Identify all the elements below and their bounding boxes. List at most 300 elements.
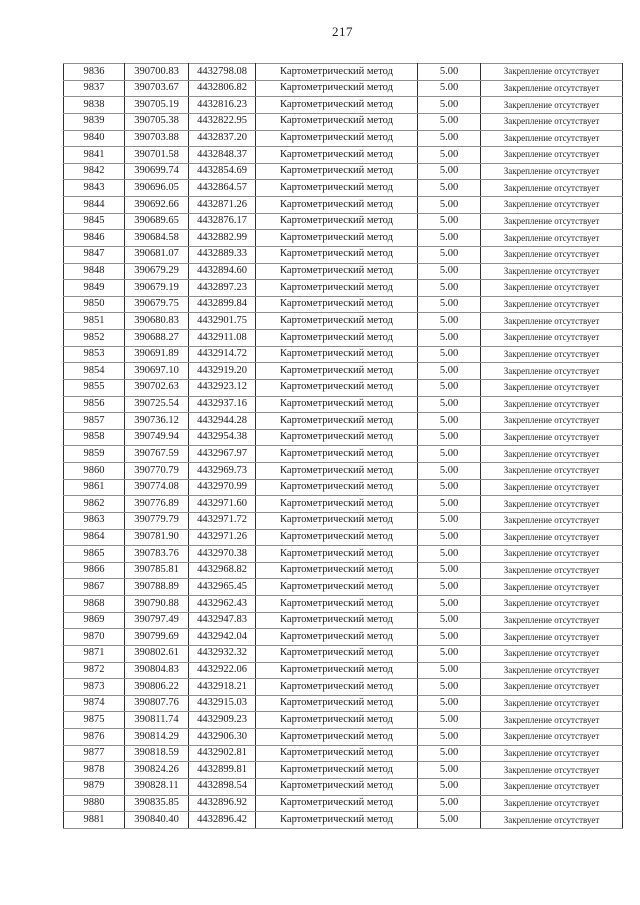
method-cell: Картометрический метод bbox=[256, 197, 418, 214]
point-number-cell: 9841 bbox=[64, 147, 125, 164]
table-row bbox=[64, 812, 623, 829]
coordinates-table-body bbox=[64, 64, 623, 829]
table-row bbox=[64, 496, 623, 513]
y-coordinate-cell: 4432971.26 bbox=[189, 529, 256, 546]
y-coordinate-cell: 4432962.43 bbox=[189, 596, 256, 613]
method-cell: Картометрический метод bbox=[256, 778, 418, 795]
method-cell: Картометрический метод bbox=[256, 213, 418, 230]
fixation-cell: Закрепление отсутствует bbox=[481, 80, 623, 97]
precision-cell: 5.00 bbox=[418, 296, 481, 313]
y-coordinate-cell: 4432899.81 bbox=[189, 762, 256, 779]
point-number-cell: 9838 bbox=[64, 97, 125, 114]
point-number-cell: 9869 bbox=[64, 612, 125, 629]
table-row bbox=[64, 645, 623, 662]
point-number-cell: 9875 bbox=[64, 712, 125, 729]
method-cell: Картометрический метод bbox=[256, 662, 418, 679]
table-row bbox=[64, 662, 623, 679]
precision-cell: 5.00 bbox=[418, 346, 481, 363]
y-coordinate-cell: 4432906.30 bbox=[189, 729, 256, 746]
precision-cell: 5.00 bbox=[418, 662, 481, 679]
page-number: 217 bbox=[332, 24, 353, 39]
method-cell: Картометрический метод bbox=[256, 113, 418, 130]
precision-cell: 5.00 bbox=[418, 263, 481, 280]
precision-cell: 5.00 bbox=[418, 479, 481, 496]
y-coordinate-cell: 4432914.72 bbox=[189, 346, 256, 363]
point-number-cell: 9854 bbox=[64, 363, 125, 380]
y-coordinate-cell: 4432854.69 bbox=[189, 163, 256, 180]
point-number-cell: 9867 bbox=[64, 579, 125, 596]
table-row bbox=[64, 330, 623, 347]
method-cell: Картометрический метод bbox=[256, 396, 418, 413]
table-row bbox=[64, 529, 623, 546]
x-coordinate-cell: 390779.79 bbox=[125, 512, 189, 529]
table-row bbox=[64, 562, 623, 579]
precision-cell: 5.00 bbox=[418, 379, 481, 396]
fixation-cell: Закрепление отсутствует bbox=[481, 197, 623, 214]
table-row bbox=[64, 795, 623, 812]
method-cell: Картометрический метод bbox=[256, 296, 418, 313]
precision-cell: 5.00 bbox=[418, 163, 481, 180]
fixation-cell: Закрепление отсутствует bbox=[481, 795, 623, 812]
method-cell: Картометрический метод bbox=[256, 496, 418, 513]
x-coordinate-cell: 390797.49 bbox=[125, 612, 189, 629]
point-number-cell: 9857 bbox=[64, 413, 125, 430]
y-coordinate-cell: 4432915.03 bbox=[189, 695, 256, 712]
fixation-cell: Закрепление отсутствует bbox=[481, 147, 623, 164]
y-coordinate-cell: 4432944.28 bbox=[189, 413, 256, 430]
precision-cell: 5.00 bbox=[418, 463, 481, 480]
table-row bbox=[64, 180, 623, 197]
precision-cell: 5.00 bbox=[418, 246, 481, 263]
point-number-cell: 9865 bbox=[64, 546, 125, 563]
method-cell: Картометрический метод bbox=[256, 712, 418, 729]
table-row bbox=[64, 679, 623, 696]
point-number-cell: 9853 bbox=[64, 346, 125, 363]
method-cell: Картометрический метод bbox=[256, 729, 418, 746]
table-row bbox=[64, 379, 623, 396]
precision-cell: 5.00 bbox=[418, 562, 481, 579]
point-number-cell: 9851 bbox=[64, 313, 125, 330]
precision-cell: 5.00 bbox=[418, 363, 481, 380]
x-coordinate-cell: 390679.29 bbox=[125, 263, 189, 280]
fixation-cell: Закрепление отсутствует bbox=[481, 313, 623, 330]
method-cell: Картометрический метод bbox=[256, 463, 418, 480]
method-cell: Картометрический метод bbox=[256, 130, 418, 147]
y-coordinate-cell: 4432806.82 bbox=[189, 80, 256, 97]
precision-cell: 5.00 bbox=[418, 629, 481, 646]
table-row bbox=[64, 612, 623, 629]
point-number-cell: 9848 bbox=[64, 263, 125, 280]
fixation-cell: Закрепление отсутствует bbox=[481, 679, 623, 696]
y-coordinate-cell: 4432876.17 bbox=[189, 213, 256, 230]
point-number-cell: 9846 bbox=[64, 230, 125, 247]
method-cell: Картометрический метод bbox=[256, 629, 418, 646]
x-coordinate-cell: 390799.69 bbox=[125, 629, 189, 646]
x-coordinate-cell: 390700.83 bbox=[125, 64, 189, 81]
precision-cell: 5.00 bbox=[418, 546, 481, 563]
x-coordinate-cell: 390811.74 bbox=[125, 712, 189, 729]
y-coordinate-cell: 4432954.38 bbox=[189, 429, 256, 446]
fixation-cell: Закрепление отсутствует bbox=[481, 612, 623, 629]
x-coordinate-cell: 390835.85 bbox=[125, 795, 189, 812]
point-number-cell: 9881 bbox=[64, 812, 125, 829]
x-coordinate-cell: 390783.76 bbox=[125, 546, 189, 563]
fixation-cell: Закрепление отсутствует bbox=[481, 429, 623, 446]
y-coordinate-cell: 4432971.72 bbox=[189, 512, 256, 529]
table-row bbox=[64, 213, 623, 230]
method-cell: Картометрический метод bbox=[256, 313, 418, 330]
point-number-cell: 9876 bbox=[64, 729, 125, 746]
point-number-cell: 9859 bbox=[64, 446, 125, 463]
fixation-cell: Закрепление отсутствует bbox=[481, 396, 623, 413]
method-cell: Картометрический метод bbox=[256, 562, 418, 579]
x-coordinate-cell: 390790.88 bbox=[125, 596, 189, 613]
table-row bbox=[64, 778, 623, 795]
point-number-cell: 9879 bbox=[64, 778, 125, 795]
table-row bbox=[64, 64, 623, 81]
fixation-cell: Закрепление отсутствует bbox=[481, 64, 623, 81]
table-row bbox=[64, 579, 623, 596]
point-number-cell: 9844 bbox=[64, 197, 125, 214]
method-cell: Картометрический метод bbox=[256, 795, 418, 812]
method-cell: Картометрический метод bbox=[256, 97, 418, 114]
table-row bbox=[64, 745, 623, 762]
point-number-cell: 9868 bbox=[64, 596, 125, 613]
fixation-cell: Закрепление отсутствует bbox=[481, 413, 623, 430]
x-coordinate-cell: 390824.26 bbox=[125, 762, 189, 779]
table-row bbox=[64, 197, 623, 214]
fixation-cell: Закрепление отсутствует bbox=[481, 163, 623, 180]
y-coordinate-cell: 4432922.06 bbox=[189, 662, 256, 679]
y-coordinate-cell: 4432871.26 bbox=[189, 197, 256, 214]
table-row bbox=[64, 280, 623, 297]
y-coordinate-cell: 4432896.92 bbox=[189, 795, 256, 812]
y-coordinate-cell: 4432942.04 bbox=[189, 629, 256, 646]
x-coordinate-cell: 390697.10 bbox=[125, 363, 189, 380]
x-coordinate-cell: 390785.81 bbox=[125, 562, 189, 579]
x-coordinate-cell: 390689.65 bbox=[125, 213, 189, 230]
x-coordinate-cell: 390804.83 bbox=[125, 662, 189, 679]
precision-cell: 5.00 bbox=[418, 113, 481, 130]
point-number-cell: 9847 bbox=[64, 246, 125, 263]
y-coordinate-cell: 4432816.23 bbox=[189, 97, 256, 114]
table-row bbox=[64, 512, 623, 529]
table-row bbox=[64, 629, 623, 646]
x-coordinate-cell: 390776.89 bbox=[125, 496, 189, 513]
x-coordinate-cell: 390688.27 bbox=[125, 330, 189, 347]
fixation-cell: Закрепление отсутствует bbox=[481, 762, 623, 779]
point-number-cell: 9843 bbox=[64, 180, 125, 197]
fixation-cell: Закрепление отсутствует bbox=[481, 463, 623, 480]
method-cell: Картометрический метод bbox=[256, 163, 418, 180]
x-coordinate-cell: 390806.22 bbox=[125, 679, 189, 696]
x-coordinate-cell: 390702.63 bbox=[125, 379, 189, 396]
precision-cell: 5.00 bbox=[418, 197, 481, 214]
point-number-cell: 9852 bbox=[64, 330, 125, 347]
y-coordinate-cell: 4432967.97 bbox=[189, 446, 256, 463]
point-number-cell: 9872 bbox=[64, 662, 125, 679]
x-coordinate-cell: 390788.89 bbox=[125, 579, 189, 596]
method-cell: Картометрический метод bbox=[256, 230, 418, 247]
point-number-cell: 9840 bbox=[64, 130, 125, 147]
x-coordinate-cell: 390705.19 bbox=[125, 97, 189, 114]
method-cell: Картометрический метод bbox=[256, 579, 418, 596]
precision-cell: 5.00 bbox=[418, 80, 481, 97]
method-cell: Картометрический метод bbox=[256, 280, 418, 297]
y-coordinate-cell: 4432798.08 bbox=[189, 64, 256, 81]
x-coordinate-cell: 390802.61 bbox=[125, 645, 189, 662]
y-coordinate-cell: 4432968.82 bbox=[189, 562, 256, 579]
precision-cell: 5.00 bbox=[418, 147, 481, 164]
table-row bbox=[64, 363, 623, 380]
y-coordinate-cell: 4432919.20 bbox=[189, 363, 256, 380]
table-row bbox=[64, 97, 623, 114]
precision-cell: 5.00 bbox=[418, 645, 481, 662]
precision-cell: 5.00 bbox=[418, 313, 481, 330]
x-coordinate-cell: 390692.66 bbox=[125, 197, 189, 214]
point-number-cell: 9850 bbox=[64, 296, 125, 313]
fixation-cell: Закрепление отсутствует bbox=[481, 596, 623, 613]
y-coordinate-cell: 4432932.32 bbox=[189, 645, 256, 662]
y-coordinate-cell: 4432898.54 bbox=[189, 778, 256, 795]
point-number-cell: 9836 bbox=[64, 64, 125, 81]
fixation-cell: Закрепление отсутствует bbox=[481, 330, 623, 347]
x-coordinate-cell: 390705.38 bbox=[125, 113, 189, 130]
x-coordinate-cell: 390699.74 bbox=[125, 163, 189, 180]
y-coordinate-cell: 4432896.42 bbox=[189, 812, 256, 829]
table-row bbox=[64, 263, 623, 280]
x-coordinate-cell: 390701.58 bbox=[125, 147, 189, 164]
table-row bbox=[64, 396, 623, 413]
fixation-cell: Закрепление отсутствует bbox=[481, 645, 623, 662]
method-cell: Картометрический метод bbox=[256, 180, 418, 197]
method-cell: Картометрический метод bbox=[256, 762, 418, 779]
point-number-cell: 9855 bbox=[64, 379, 125, 396]
fixation-cell: Закрепление отсутствует bbox=[481, 712, 623, 729]
precision-cell: 5.00 bbox=[418, 413, 481, 430]
table-row bbox=[64, 762, 623, 779]
method-cell: Картометрический метод bbox=[256, 596, 418, 613]
x-coordinate-cell: 390818.59 bbox=[125, 745, 189, 762]
table-row bbox=[64, 80, 623, 97]
point-number-cell: 9858 bbox=[64, 429, 125, 446]
x-coordinate-cell: 390691.89 bbox=[125, 346, 189, 363]
point-number-cell: 9871 bbox=[64, 645, 125, 662]
method-cell: Картометрический метод bbox=[256, 64, 418, 81]
method-cell: Картометрический метод bbox=[256, 147, 418, 164]
point-number-cell: 9863 bbox=[64, 512, 125, 529]
y-coordinate-cell: 4432970.38 bbox=[189, 546, 256, 563]
precision-cell: 5.00 bbox=[418, 612, 481, 629]
method-cell: Картометрический метод bbox=[256, 246, 418, 263]
y-coordinate-cell: 4432965.45 bbox=[189, 579, 256, 596]
table-row bbox=[64, 546, 623, 563]
method-cell: Картометрический метод bbox=[256, 263, 418, 280]
method-cell: Картометрический метод bbox=[256, 363, 418, 380]
precision-cell: 5.00 bbox=[418, 280, 481, 297]
y-coordinate-cell: 4432969.73 bbox=[189, 463, 256, 480]
y-coordinate-cell: 4432971.60 bbox=[189, 496, 256, 513]
precision-cell: 5.00 bbox=[418, 596, 481, 613]
table-row bbox=[64, 695, 623, 712]
fixation-cell: Закрепление отсутствует bbox=[481, 379, 623, 396]
y-coordinate-cell: 4432822.95 bbox=[189, 113, 256, 130]
point-number-cell: 9864 bbox=[64, 529, 125, 546]
precision-cell: 5.00 bbox=[418, 729, 481, 746]
fixation-cell: Закрепление отсутствует bbox=[481, 113, 623, 130]
table-row bbox=[64, 313, 623, 330]
point-number-cell: 9873 bbox=[64, 679, 125, 696]
y-coordinate-cell: 4432864.57 bbox=[189, 180, 256, 197]
x-coordinate-cell: 390749.94 bbox=[125, 429, 189, 446]
x-coordinate-cell: 390679.19 bbox=[125, 280, 189, 297]
table-row bbox=[64, 446, 623, 463]
precision-cell: 5.00 bbox=[418, 496, 481, 513]
table-row bbox=[64, 130, 623, 147]
y-coordinate-cell: 4432901.75 bbox=[189, 313, 256, 330]
y-coordinate-cell: 4432882.99 bbox=[189, 230, 256, 247]
fixation-cell: Закрепление отсутствует bbox=[481, 812, 623, 829]
table-row bbox=[64, 346, 623, 363]
point-number-cell: 9861 bbox=[64, 479, 125, 496]
fixation-cell: Закрепление отсутствует bbox=[481, 745, 623, 762]
fixation-cell: Закрепление отсутствует bbox=[481, 213, 623, 230]
table-row bbox=[64, 246, 623, 263]
x-coordinate-cell: 390807.76 bbox=[125, 695, 189, 712]
fixation-cell: Закрепление отсутствует bbox=[481, 695, 623, 712]
precision-cell: 5.00 bbox=[418, 396, 481, 413]
precision-cell: 5.00 bbox=[418, 230, 481, 247]
method-cell: Картометрический метод bbox=[256, 645, 418, 662]
table-row bbox=[64, 113, 623, 130]
precision-cell: 5.00 bbox=[418, 213, 481, 230]
table-row bbox=[64, 230, 623, 247]
method-cell: Картометрический метод bbox=[256, 80, 418, 97]
x-coordinate-cell: 390696.05 bbox=[125, 180, 189, 197]
y-coordinate-cell: 4432937.16 bbox=[189, 396, 256, 413]
table-row bbox=[64, 413, 623, 430]
fixation-cell: Закрепление отсутствует bbox=[481, 729, 623, 746]
fixation-cell: Закрепление отсутствует bbox=[481, 662, 623, 679]
x-coordinate-cell: 390684.58 bbox=[125, 230, 189, 247]
x-coordinate-cell: 390781.90 bbox=[125, 529, 189, 546]
point-number-cell: 9862 bbox=[64, 496, 125, 513]
point-number-cell: 9880 bbox=[64, 795, 125, 812]
method-cell: Картометрический метод bbox=[256, 346, 418, 363]
precision-cell: 5.00 bbox=[418, 695, 481, 712]
precision-cell: 5.00 bbox=[418, 679, 481, 696]
table-row bbox=[64, 596, 623, 613]
precision-cell: 5.00 bbox=[418, 97, 481, 114]
table-row bbox=[64, 147, 623, 164]
method-cell: Картометрический метод bbox=[256, 379, 418, 396]
x-coordinate-cell: 390814.29 bbox=[125, 729, 189, 746]
method-cell: Картометрический метод bbox=[256, 446, 418, 463]
y-coordinate-cell: 4432902.81 bbox=[189, 745, 256, 762]
fixation-cell: Закрепление отсутствует bbox=[481, 346, 623, 363]
method-cell: Картометрический метод bbox=[256, 512, 418, 529]
method-cell: Картометрический метод bbox=[256, 612, 418, 629]
precision-cell: 5.00 bbox=[418, 512, 481, 529]
fixation-cell: Закрепление отсутствует bbox=[481, 546, 623, 563]
x-coordinate-cell: 390703.88 bbox=[125, 130, 189, 147]
y-coordinate-cell: 4432923.12 bbox=[189, 379, 256, 396]
precision-cell: 5.00 bbox=[418, 529, 481, 546]
point-number-cell: 9842 bbox=[64, 163, 125, 180]
fixation-cell: Закрепление отсутствует bbox=[481, 296, 623, 313]
method-cell: Картометрический метод bbox=[256, 529, 418, 546]
table-row bbox=[64, 712, 623, 729]
x-coordinate-cell: 390725.54 bbox=[125, 396, 189, 413]
method-cell: Картометрический метод bbox=[256, 413, 418, 430]
y-coordinate-cell: 4432947.83 bbox=[189, 612, 256, 629]
y-coordinate-cell: 4432918.21 bbox=[189, 679, 256, 696]
precision-cell: 5.00 bbox=[418, 180, 481, 197]
fixation-cell: Закрепление отсутствует bbox=[481, 130, 623, 147]
fixation-cell: Закрепление отсутствует bbox=[481, 97, 623, 114]
x-coordinate-cell: 390680.83 bbox=[125, 313, 189, 330]
fixation-cell: Закрепление отсутствует bbox=[481, 579, 623, 596]
fixation-cell: Закрепление отсутствует bbox=[481, 512, 623, 529]
y-coordinate-cell: 4432911.08 bbox=[189, 330, 256, 347]
table-row bbox=[64, 429, 623, 446]
precision-cell: 5.00 bbox=[418, 778, 481, 795]
fixation-cell: Закрепление отсутствует bbox=[481, 446, 623, 463]
point-number-cell: 9874 bbox=[64, 695, 125, 712]
method-cell: Картометрический метод bbox=[256, 429, 418, 446]
x-coordinate-cell: 390679.75 bbox=[125, 296, 189, 313]
fixation-cell: Закрепление отсутствует bbox=[481, 263, 623, 280]
precision-cell: 5.00 bbox=[418, 812, 481, 829]
method-cell: Картометрический метод bbox=[256, 745, 418, 762]
fixation-cell: Закрепление отсутствует bbox=[481, 778, 623, 795]
method-cell: Картометрический метод bbox=[256, 695, 418, 712]
fixation-cell: Закрепление отсутствует bbox=[481, 246, 623, 263]
point-number-cell: 9877 bbox=[64, 745, 125, 762]
point-number-cell: 9856 bbox=[64, 396, 125, 413]
precision-cell: 5.00 bbox=[418, 762, 481, 779]
point-number-cell: 9839 bbox=[64, 113, 125, 130]
fixation-cell: Закрепление отсутствует bbox=[481, 496, 623, 513]
x-coordinate-cell: 390840.40 bbox=[125, 812, 189, 829]
fixation-cell: Закрепление отсутствует bbox=[481, 562, 623, 579]
precision-cell: 5.00 bbox=[418, 446, 481, 463]
precision-cell: 5.00 bbox=[418, 330, 481, 347]
y-coordinate-cell: 4432899.84 bbox=[189, 296, 256, 313]
table-row bbox=[64, 296, 623, 313]
fixation-cell: Закрепление отсутствует bbox=[481, 629, 623, 646]
point-number-cell: 9878 bbox=[64, 762, 125, 779]
precision-cell: 5.00 bbox=[418, 795, 481, 812]
precision-cell: 5.00 bbox=[418, 745, 481, 762]
y-coordinate-cell: 4432897.23 bbox=[189, 280, 256, 297]
point-number-cell: 9860 bbox=[64, 463, 125, 480]
table-row bbox=[64, 479, 623, 496]
fixation-cell: Закрепление отсутствует bbox=[481, 529, 623, 546]
precision-cell: 5.00 bbox=[418, 712, 481, 729]
fixation-cell: Закрепление отсутствует bbox=[481, 230, 623, 247]
y-coordinate-cell: 4432909.23 bbox=[189, 712, 256, 729]
point-number-cell: 9845 bbox=[64, 213, 125, 230]
x-coordinate-cell: 390736.12 bbox=[125, 413, 189, 430]
x-coordinate-cell: 390774.08 bbox=[125, 479, 189, 496]
point-number-cell: 9866 bbox=[64, 562, 125, 579]
y-coordinate-cell: 4432848.37 bbox=[189, 147, 256, 164]
y-coordinate-cell: 4432837.20 bbox=[189, 130, 256, 147]
x-coordinate-cell: 390767.59 bbox=[125, 446, 189, 463]
method-cell: Картометрический метод bbox=[256, 679, 418, 696]
precision-cell: 5.00 bbox=[418, 429, 481, 446]
